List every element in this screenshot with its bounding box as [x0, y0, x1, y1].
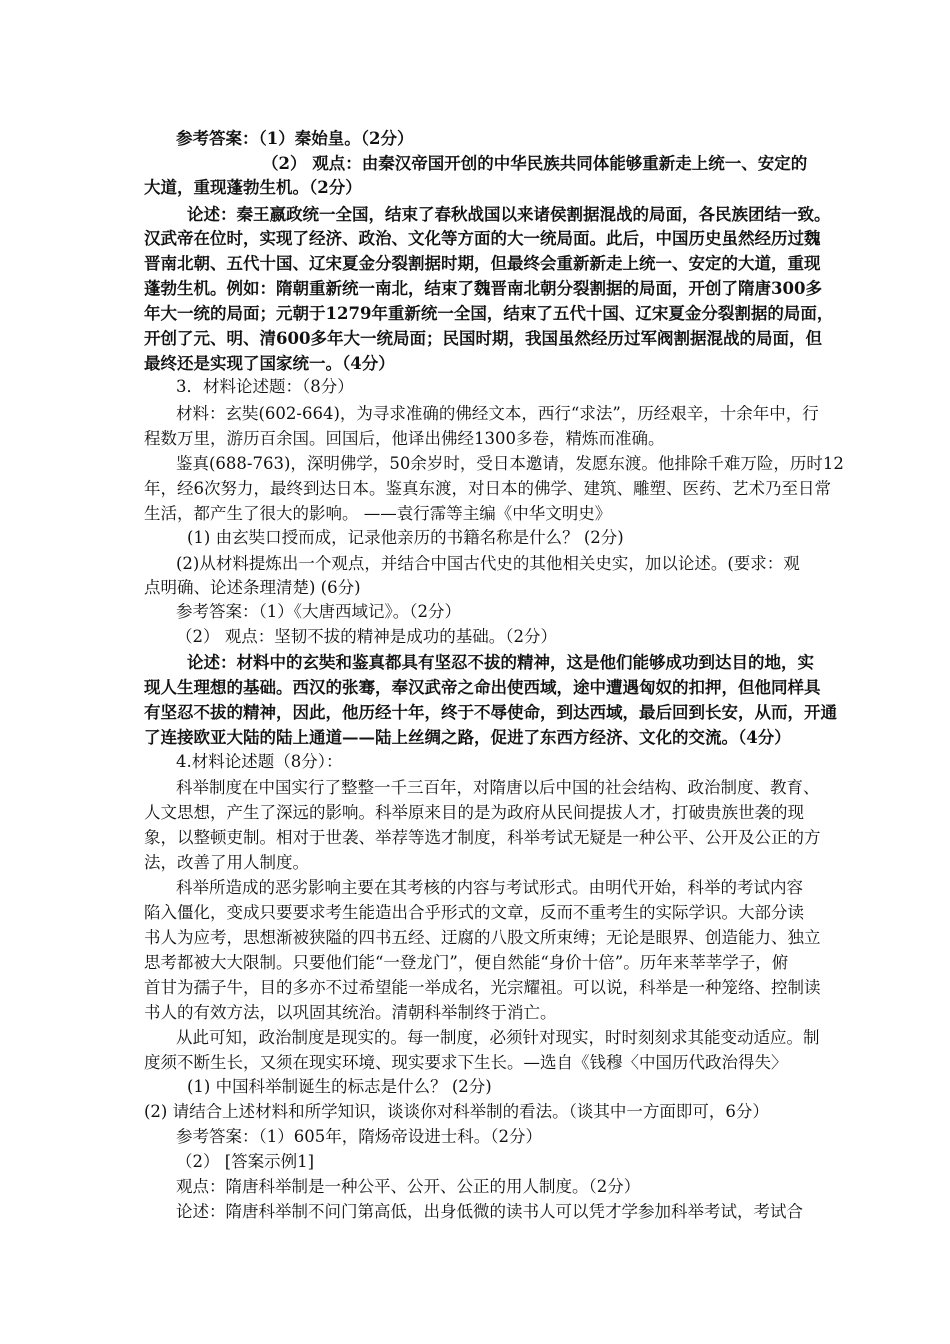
text-line: 程数万里，游历百余国。回国后，他译出佛经1300多卷，精炼而准确。 — [144, 429, 665, 448]
text-line: (1) 由玄奘口授而成，记录他亲历的书籍名称是什么？ (2分) — [187, 528, 624, 547]
text-line: 蓬勃生机。例如：隋朝重新统一南北，结束了魏晋南北朝分裂割据的局面，开创了隋唐300多 — [144, 279, 822, 298]
text-line: 人文思想，产生了深远的影响。科举原来目的是为政府从民间提拔人才，打破贵族世袭的现 — [144, 803, 804, 822]
text-line: 度须不断生长，又须在现实环境、现实要求下生长。—选自《钱穆〈中国历代政治得失〉 — [144, 1053, 788, 1072]
text-line: 科举制度在中国实行了整整一千三百年，对隋唐以后中国的社会结构、政治制度、教育、 — [176, 778, 820, 797]
text-line: 象，以整顿吏制。相对于世袭、举荐等选才制度，科举考试无疑是一种公平、公开及公正的方 — [144, 828, 821, 847]
text-line: 论述：秦王嬴政统一全国，结束了春秋战国以来诸侯割据混战的局面，各民族团结一致。 — [187, 205, 831, 224]
text-line: (2)从材料提炼出一个观点，并结合中国古代史的其他相关史实，加以论述。(要求：观 — [176, 554, 800, 573]
text-line: 开创了元、明、清600多年大一统局面；民国时期，我国虽然经历过军阀割据混战的局面，但 — [144, 329, 822, 348]
text-line: 汉武帝在位时，实现了经济、政治、文化等方面的大一统局面。此后，中国历史虽然经历过魏 — [144, 229, 821, 248]
text-line: 有坚忍不拔的精神，因此，他历经十年，终于不辱使命，到达西域，最后回到长安，从而，开通 — [144, 703, 837, 722]
text-line: 首甘为孺子牛，目的多亦不过希望能一举成名，光宗耀祖。可以说，科举是一种笼络、控制读 — [144, 978, 821, 997]
text-line: 观点：隋唐科举制是一种公平、公开、公正的用人制度。（2分） — [176, 1177, 641, 1196]
text-line: (2) 请结合上述材料和所学知识，谈谈你对科举制的看法。（谈其中一方面即可，6分） — [144, 1102, 769, 1121]
text-line: 大道，重现蓬勃生机。（2分） — [144, 178, 362, 197]
text-line: 最终还是实现了国家统一。（4分） — [144, 354, 395, 373]
text-line: 参考答案：（1）605年，隋炀帝设进士科。（2分） — [176, 1127, 542, 1146]
text-line: 法，改善了用人制度。 — [144, 853, 309, 872]
text-line: 陷入僵化，变成只要要求考生能造出合乎形式的文章，反而不重考生的实际学识。大部分读 — [144, 903, 804, 922]
text-line: 论述：材料中的玄奘和鉴真都具有坚忍不拔的精神，这是他们能够成功到达目的地，实 — [187, 653, 814, 672]
text-line: 鉴真(688-763)，深明佛学，50余岁时，受日本邀请，发愿东渡。他排除千难万险，历时12 — [176, 454, 844, 473]
text-line: 了连接欧亚大陆的陆上通道——陆上丝绸之路，促进了东西方经济、文化的交流。（4分） — [144, 728, 791, 747]
text-line: （2） 观点：由秦汉帝国开创的中华民族共同体能够重新走上统一、安定的 — [262, 154, 808, 173]
text-line: 科举所造成的恶劣影响主要在其考核的内容与考试形式。由明代开始，科举的考试内容 — [176, 878, 803, 897]
text-line: 年，经6次努力，最终到达日本。鉴真东渡，对日本的佛学、建筑、雕塑、医药、艺术乃至日常 — [144, 479, 831, 498]
text-line: 从此可知，政治制度是现实的。每一制度，必须针对现实，时时刻刻求其能变动适应。制 — [176, 1028, 820, 1047]
text-line: 书人为应考，思想渐被狭隘的四书五经、迂腐的八股文所束缚；无论是眼界、创造能力、独立 — [144, 928, 821, 947]
text-line: 生活，都产生了很大的影响。 ——袁行霈等主编《中华文明史》 — [144, 504, 612, 523]
text-line: 论述：隋唐科举制不问门第高低，出身低微的读书人可以凭才学参加科举考试，考试合 — [176, 1202, 803, 1221]
text-line: 参考答案：（1）秦始皇。（2分） — [176, 129, 414, 148]
question-heading: 4.材料论述题（8分）： — [176, 752, 343, 771]
text-line: 思考都被大大限制。只要他们能“一登龙门”，便自然能“身价十倍”。历年来莘莘学子，俯 — [144, 953, 789, 972]
text-line: （2） [答案示例1] — [176, 1152, 315, 1171]
question-heading: 3．材料论述题：（8分） — [176, 377, 354, 396]
text-line: 点明确、论述条理清楚) (6分) — [144, 578, 361, 597]
text-line: 晋南北朝、五代十国、辽宋夏金分裂割据时期，但最终会重新新走上统一、安定的大道，重现 — [144, 254, 821, 273]
text-line: （2） 观点：坚韧不拔的精神是成功的基础。（2分） — [176, 627, 557, 646]
text-line: 材料：玄奘(602-664)，为寻求准确的佛经文本，西行“求法”，历经艰辛，十余年中，行 — [176, 404, 819, 423]
text-line: 参考答案：（1）《大唐西域记》。（2分） — [176, 602, 461, 621]
text-line: 年大一统的局面；元朝于1279年重新统一全国，结束了五代十国、辽宋夏金分裂割据的局面， — [144, 304, 834, 323]
text-line: (1) 中国科举制诞生的标志是什么？ (2分) — [187, 1077, 492, 1096]
text-line: 书人的有效方法，以巩固其统治。清朝科举制终于消亡。 — [144, 1003, 557, 1022]
text-line: 现人生理想的基础。西汉的张骞，奉汉武帝之命出使西域，途中遭遇匈奴的扣押，但他同样具 — [144, 678, 821, 697]
